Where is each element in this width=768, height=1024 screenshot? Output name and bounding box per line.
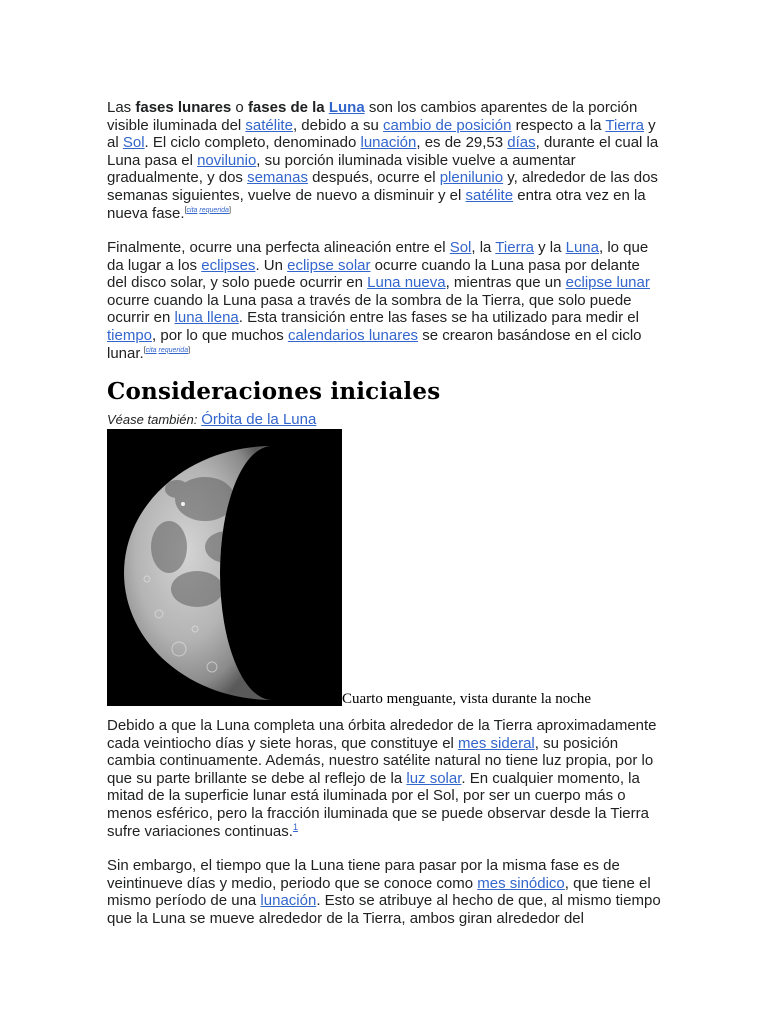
- text: . Esto se atribuye al hecho de que, al mismo tiempo que la Luna se mueve alrededor de la Tierra, ambos giran alrededor del: [107, 892, 661, 927]
- text: y, alrededor de las dos semanas siguientes, vuelve de nuevo a disminuir y el: [107, 169, 658, 204]
- link-novilunio[interactable]: novilunio: [197, 151, 257, 169]
- bold-term-fases-lunares: fases lunares: [135, 99, 232, 116]
- link-luna[interactable]: Luna: [328, 99, 365, 116]
- footnote-link[interactable]: 1: [292, 821, 298, 832]
- text: después, ocurre el: [307, 169, 440, 187]
- text: respecto a la: [511, 116, 606, 134]
- link-luna-llena[interactable]: luna llena: [174, 309, 239, 327]
- text: ocurre cuando la Luna pasa a través de la sombra de la Tierra, que solo puede ocurrir en: [107, 291, 632, 327]
- eclipse-paragraph: [107, 239, 663, 362]
- citation-needed-link[interactable]: cita: [145, 346, 157, 354]
- text: , lo que da lugar a los: [107, 239, 649, 274]
- link-lunacion[interactable]: lunación: [260, 892, 317, 910]
- moon-photo[interactable]: [107, 429, 342, 706]
- bold-term-fases-de-la-luna: [248, 99, 365, 116]
- link-cambio-de-posicion[interactable]: cambio de posición: [383, 116, 512, 134]
- citation-needed: [cita requerida]: [143, 346, 191, 354]
- link-orbita-de-la-luna[interactable]: Órbita de la Luna: [201, 411, 317, 428]
- text: o: [231, 99, 248, 116]
- orbit-paragraph: [107, 717, 663, 840]
- text: fases de la: [247, 99, 329, 116]
- link-luna[interactable]: Luna: [565, 239, 599, 256]
- text: . En cualquier momento, la mitad de la superficie lunar está iluminada por el Sol, por ser un cuerpo más o menos esférico, pero la fracción iluminada que se puede observar desde la Tierra sufre variaciones continuas.: [107, 769, 649, 840]
- intro-paragraph: [107, 99, 663, 222]
- citation-needed: [cita requerida]: [184, 206, 231, 214]
- link-luz-solar[interactable]: luz solar: [406, 769, 462, 787]
- see-also-hatnote: [107, 411, 316, 428]
- moon-figure: [107, 429, 647, 709]
- link-satelite[interactable]: satélite: [245, 116, 293, 134]
- text: , que tiene el mismo período de una: [107, 874, 651, 910]
- text: , su porción iluminada visible vuelve a aumentar gradualmente, y dos: [107, 151, 576, 187]
- link-mes-sideral[interactable]: mes sideral: [458, 734, 535, 752]
- link-sol[interactable]: Sol: [449, 239, 472, 256]
- text: entra otra vez en la nueva fase.: [107, 186, 646, 222]
- text: . Un: [255, 256, 288, 274]
- text: , su posición cambia continuamente. Además, nuestro satélite natural no tiene luz propia, por lo que su parte brillante se debe al reflejo de la: [107, 734, 654, 787]
- text: , por lo que muchos: [152, 326, 288, 344]
- moon-image: [107, 429, 342, 706]
- citation-needed-link[interactable]: requerida: [158, 346, 189, 354]
- link-eclipse-lunar[interactable]: eclipse lunar: [565, 274, 650, 292]
- link-sol[interactable]: Sol: [122, 134, 145, 152]
- text: se crearon basándose en el ciclo lunar.: [107, 326, 642, 362]
- footnote-reference: [293, 822, 298, 832]
- text: , la: [471, 239, 496, 256]
- text: , debido a su: [292, 116, 384, 134]
- link-plenilunio[interactable]: plenilunio: [439, 169, 504, 187]
- synodic-paragraph: [107, 857, 663, 927]
- text: son los cambios aparentes de la porción visible iluminada del: [107, 99, 638, 134]
- section-heading: Consideraciones iniciales: [107, 378, 441, 405]
- link-semanas[interactable]: semanas: [247, 169, 308, 187]
- text: , mientras que un: [445, 274, 566, 292]
- link-satelite[interactable]: satélite: [465, 186, 514, 204]
- text: ocurre cuando la Luna pasa por delante del disco solar, y solo puede ocurrir en: [107, 256, 640, 292]
- text: , durante el cual la Luna pasa el: [107, 134, 659, 169]
- text: Finalmente, ocurre una perfecta alineación entre el: [107, 239, 450, 256]
- link-tierra[interactable]: Tierra: [605, 116, 645, 134]
- link-eclipses[interactable]: eclipses: [201, 256, 256, 274]
- citation-needed-link[interactable]: requerida: [199, 206, 229, 214]
- link-lunacion[interactable]: lunación: [360, 134, 417, 152]
- link-eclipse-solar[interactable]: eclipse solar: [287, 256, 371, 274]
- link-tiempo[interactable]: tiempo: [107, 326, 153, 344]
- figure-caption: Cuarto menguante, vista durante la noche: [342, 691, 592, 707]
- link-calendarios-lunares[interactable]: calendarios lunares: [287, 326, 419, 344]
- text: Las: [107, 99, 136, 116]
- text: Sin embargo, el tiempo que la Luna tiene para pasar por la misma fase es de veintinueve días y medio, periodo que se conoce como: [107, 857, 620, 892]
- link-dias[interactable]: días: [507, 134, 536, 152]
- link-tierra[interactable]: Tierra: [495, 239, 534, 256]
- text: . El ciclo completo, denominado: [144, 134, 361, 152]
- link-mes-sinodico[interactable]: mes sinódico: [477, 874, 565, 892]
- text: , es de 29,53: [416, 134, 508, 152]
- text: Debido a que la Luna completa una órbita alrededor de la Tierra aproximadamente cada veintiocho días y siete horas, que constituye el: [107, 717, 657, 752]
- text: y la: [533, 239, 566, 256]
- citation-needed-link[interactable]: cita: [186, 206, 198, 214]
- text: y al: [107, 116, 656, 152]
- see-also-label: Véase también:: [107, 412, 198, 427]
- text: . Esta transición entre las fases se ha utilizado para medir el: [238, 309, 639, 327]
- link-luna-nueva[interactable]: Luna nueva: [367, 274, 446, 292]
